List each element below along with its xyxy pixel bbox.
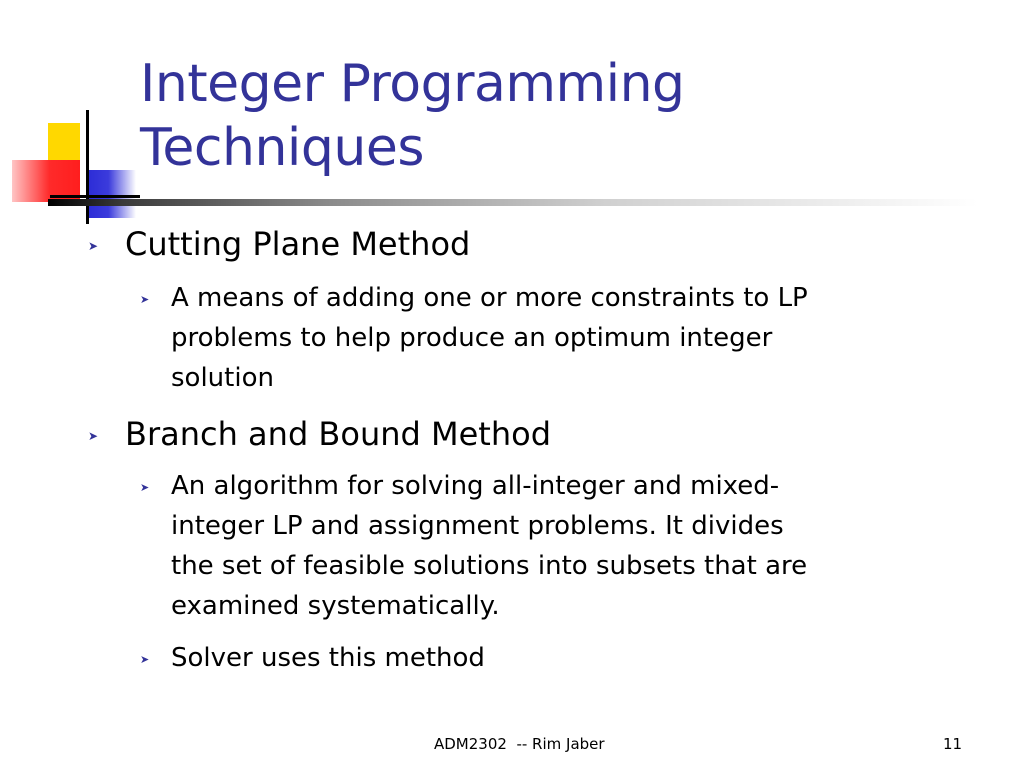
title-divider	[48, 199, 978, 206]
sub-bullet-line: solution	[171, 363, 274, 393]
sub-bullet-line: examined systematically.	[171, 591, 500, 621]
horizontal-line	[50, 195, 140, 198]
slide-title	[140, 52, 685, 180]
sub-bullet-line: integer LP and assignment problems. It divides	[171, 511, 784, 541]
sub-bullet-line: problems to help produce an optimum integer	[171, 323, 773, 353]
arrow-bullet-icon: ➤	[140, 481, 150, 494]
sub-bullet-line: A means of adding one or more constraints to LP	[171, 283, 808, 313]
sub-bullet-line: An algorithm for solving all-integer and mixed-	[171, 471, 780, 501]
slide-title-line-2: Techniques	[140, 118, 424, 178]
slide-title-line-1: Integer Programming	[140, 54, 685, 114]
sub-bullet-line: the set of feasible solutions into subsets that are	[171, 551, 808, 581]
sub-bullet-line: Solver uses this method	[171, 643, 485, 673]
blue-square	[86, 170, 136, 218]
vertical-line	[86, 110, 89, 224]
decorative-logo	[0, 0, 140, 230]
yellow-square	[48, 123, 80, 161]
bullet-text: Cutting Plane Method	[125, 225, 471, 263]
footer-page-number: 11	[943, 735, 963, 753]
arrow-bullet-icon: ➤	[88, 239, 99, 253]
arrow-bullet-icon: ➤	[140, 653, 150, 666]
footer-course: ADM2302 -- Rim Jaber	[434, 735, 605, 753]
bullet-text: Branch and Bound Method	[125, 415, 552, 453]
arrow-bullet-icon: ➤	[140, 293, 150, 306]
arrow-bullet-icon: ➤	[88, 429, 99, 443]
